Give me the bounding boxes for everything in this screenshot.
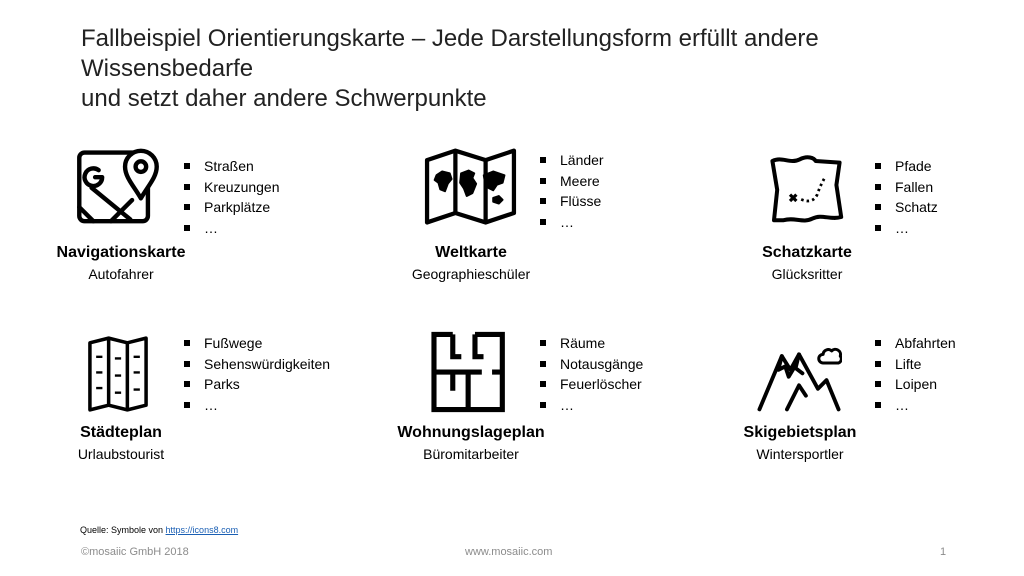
card-bullet-list — [537, 150, 604, 232]
card-caption — [371, 243, 571, 284]
card-bullet-list — [537, 333, 643, 415]
card-title: Städteplan — [80, 424, 162, 441]
treasure-map-icon — [766, 153, 846, 225]
card-bullet-list — [872, 333, 956, 415]
card-bullet-list — [872, 156, 938, 238]
world-map-icon — [423, 145, 518, 230]
bullet-item: Kreuzungen — [181, 177, 280, 198]
card-audience: Urlaubstourist — [77, 446, 165, 462]
floor-plan-icon — [430, 331, 508, 413]
card-title: Skigebietsplan — [743, 424, 857, 441]
bullet-item: Pfade — [872, 156, 938, 177]
slide-title-line-2: und setzt daher andere Schwerpunkte — [81, 85, 487, 112]
bullet-item: … — [181, 395, 330, 416]
bullet-item: Flüsse — [537, 191, 604, 212]
card-audience: Autofahrer — [88, 266, 154, 282]
card-title: Schatzkarte — [762, 244, 852, 261]
bullet-item: … — [181, 218, 280, 239]
card-title: Navigationskarte — [56, 244, 186, 261]
bullet-item: Abfahrten — [872, 333, 956, 354]
bullet-item: … — [537, 212, 604, 233]
mountains-icon — [756, 335, 842, 415]
card-caption — [700, 423, 900, 464]
bullet-item: … — [872, 395, 956, 416]
bullet-item: Fallen — [872, 177, 938, 198]
bullet-item: Feuerlöscher — [537, 374, 643, 395]
card-audience: Büromitarbeiter — [423, 446, 519, 462]
source-label: Quelle: Symbole von — [80, 525, 166, 535]
city-map-icon — [86, 335, 150, 413]
card-audience: Wintersportler — [756, 446, 844, 462]
card-audience: Glücksritter — [771, 266, 843, 282]
bullet-item: Parks — [181, 374, 330, 395]
bullet-item: Notausgänge — [537, 354, 643, 375]
bullet-item: … — [872, 218, 938, 239]
footer-copyright: ©mosaiic GmbH 2018 — [81, 546, 189, 558]
card-caption — [21, 423, 221, 464]
bullet-item: Loipen — [872, 374, 956, 395]
bullet-item: Länder — [537, 150, 604, 171]
card-caption — [21, 243, 221, 284]
bullet-item: Fußwege — [181, 333, 330, 354]
footer-page-number: 1 — [940, 546, 947, 558]
bullet-item: Meere — [537, 171, 604, 192]
bullet-item: Schatz — [872, 197, 938, 218]
slide-title — [81, 24, 981, 114]
source-note — [80, 524, 238, 536]
card-caption — [371, 423, 571, 464]
footer-website: www.mosaiic.com — [465, 546, 553, 558]
bullet-item: Räume — [537, 333, 643, 354]
card-bullet-list — [181, 333, 330, 415]
bullet-item: Straßen — [181, 156, 280, 177]
slide-title-line-1: Fallbeispiel Orientierungskarte – Jede Darstellungsform erfüllt andere Wissensbedarfe — [81, 25, 819, 82]
card-title: Weltkarte — [435, 244, 507, 261]
navigation-map-icon — [74, 142, 162, 230]
card-caption — [707, 243, 907, 284]
bullet-item: Sehenswürdigkeiten — [181, 354, 330, 375]
bullet-item: Parkplätze — [181, 197, 280, 218]
card-title: Wohnungslageplan — [397, 424, 545, 441]
bullet-item: Lifte — [872, 354, 956, 375]
source-link[interactable]: https://icons8.com — [165, 525, 239, 535]
bullet-item: … — [537, 395, 643, 416]
card-bullet-list — [181, 156, 280, 238]
card-audience: Geographieschüler — [411, 266, 531, 282]
